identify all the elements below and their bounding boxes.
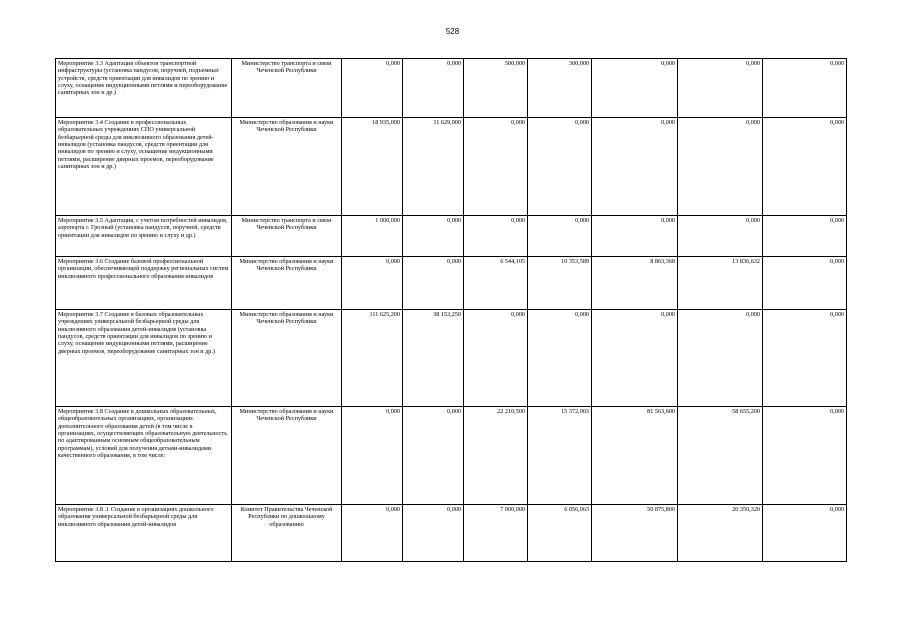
value-cell: 0,000: [678, 310, 763, 407]
value-cell: 0,000: [763, 505, 847, 562]
value-cell: 0,000: [464, 310, 528, 407]
value-cell: 0,000: [592, 59, 678, 118]
value-cell: 0,000: [678, 59, 763, 118]
value-cell: 20 350,320: [678, 505, 763, 562]
value-cell: 111 625,200: [342, 310, 403, 407]
agency-cell: Комитет Правительства Чеченской Республики по дошкольному образованию: [232, 505, 342, 562]
value-cell: 0,000: [403, 505, 464, 562]
value-cell: 0,000: [342, 505, 403, 562]
value-cell: 50 875,800: [592, 505, 678, 562]
value-cell: 0,000: [528, 310, 592, 407]
value-cell: 10 353,589: [528, 257, 592, 310]
value-cell: 0,000: [342, 59, 403, 118]
value-cell: 0,000: [763, 118, 847, 216]
value-cell: 300,000: [528, 59, 592, 118]
table-row: [56, 216, 847, 257]
value-cell: 0,000: [403, 407, 464, 505]
value-cell: 15 372,003: [528, 407, 592, 505]
activity-cell: Мероприятие 3.8 Создание в дошкольных образовательных, общеобразовательных организациях, организациях дополнительного образования детей (в том числе в организациях, осуществляющих образовательную деятельность по адаптированным основным общеобразовательным программам), условий для получения детьми-инвалидами качественного образования, в том числе:: [56, 407, 232, 505]
value-cell: 8 863,368: [592, 257, 678, 310]
activity-cell: Мероприятие 3.7 Создание в базовых образовательных учреждениях универсальной безбарьерной среды для инклюзивного образования детей-инвалидов (установка пандусов, средств ориентации для инвалидов по зрению и слуху, оснащение индукционными петлями, расширение дверных проемов, переоборудование санитарных зон и др.): [56, 310, 232, 407]
agency-cell: Министерство образования и науки Чеченской Республики: [232, 257, 342, 310]
value-cell: 0,000: [763, 407, 847, 505]
value-cell: 0,000: [342, 407, 403, 505]
activity-cell: Мероприятие 3.8 .1 Создание в организациях дошкольного образования универсальной безбарьерной среды для инклюзивного образования детей-инвалидов: [56, 505, 232, 562]
value-cell: 6 056,063: [528, 505, 592, 562]
activity-cell: Мероприятие 3.5 Адаптация, с учетом потребностей инвалидов, аэропорта г. Грозный (установка пандусов, поручней, средств ориентации для инвалидов по зрению и слуху и др.): [56, 216, 232, 257]
agency-cell: Министерство транспорта и связи Чеченской Республики: [232, 59, 342, 118]
activities-table: [55, 58, 847, 562]
value-cell: 58 655,200: [678, 407, 763, 505]
value-cell: 22 210,500: [464, 407, 528, 505]
table-row: [56, 257, 847, 310]
value-cell: 18 935,000: [342, 118, 403, 216]
agency-cell: Министерство образования и науки Чеченской Республики: [232, 310, 342, 407]
value-cell: 38 153,250: [403, 310, 464, 407]
value-cell: 0,000: [403, 59, 464, 118]
value-cell: 81 563,600: [592, 407, 678, 505]
value-cell: 11 629,000: [403, 118, 464, 216]
table-row: [56, 505, 847, 562]
value-cell: 0,000: [678, 118, 763, 216]
activity-cell: Мероприятие 3.3 Адаптация объектов транспортной инфраструктуры (установка пандусов, поручней, подъемных устройств, средств ориентации для инвалидов по зрению и слуху, оснащение индукционными петлями и переоборудование санитарных зон и др.): [56, 59, 232, 118]
value-cell: 1 000,000: [342, 216, 403, 257]
table-row: [56, 59, 847, 118]
value-cell: 500,000: [464, 59, 528, 118]
value-cell: 0,000: [763, 257, 847, 310]
value-cell: 13 836,632: [678, 257, 763, 310]
value-cell: 6 544,105: [464, 257, 528, 310]
activity-cell: Мероприятие 3.4 Создание в профессиональных образовательных учреждениях СПО универсальной безбарьерной среды для инклюзивного образования детей-инвалидов (установка пандусов, средств ориентации для инвалидов по зрению и слуху, оснащение индукционными петлями, расширение дверных проемов, переоборудование санитарных зон и др.): [56, 118, 232, 216]
value-cell: 0,000: [528, 118, 592, 216]
value-cell: 0,000: [342, 257, 403, 310]
value-cell: 0,000: [464, 118, 528, 216]
value-cell: 0,000: [403, 257, 464, 310]
value-cell: 0,000: [678, 216, 763, 257]
table-row: [56, 118, 847, 216]
agency-cell: Министерство образования и науки Чеченской Республики: [232, 118, 342, 216]
agency-cell: Министерство образования и науки Чеченской Республики: [232, 407, 342, 505]
value-cell: 0,000: [464, 216, 528, 257]
activity-cell: Мероприятие 3.6 Создание базовой профессиональной организации, обеспечивающей поддержку региональных систем инклюзивного профессионального образования инвалидов: [56, 257, 232, 310]
value-cell: 7 000,000: [464, 505, 528, 562]
value-cell: 0,000: [403, 216, 464, 257]
value-cell: 0,000: [763, 310, 847, 407]
table-row: [56, 407, 847, 505]
value-cell: 0,000: [528, 216, 592, 257]
table-row: [56, 310, 847, 407]
value-cell: 0,000: [592, 216, 678, 257]
page-number: 528: [445, 27, 460, 36]
value-cell: 0,000: [763, 216, 847, 257]
agency-cell: Министерство транспорта и связи Чеченской Республики: [232, 216, 342, 257]
value-cell: 0,000: [592, 310, 678, 407]
value-cell: 0,000: [592, 118, 678, 216]
value-cell: 0,000: [763, 59, 847, 118]
